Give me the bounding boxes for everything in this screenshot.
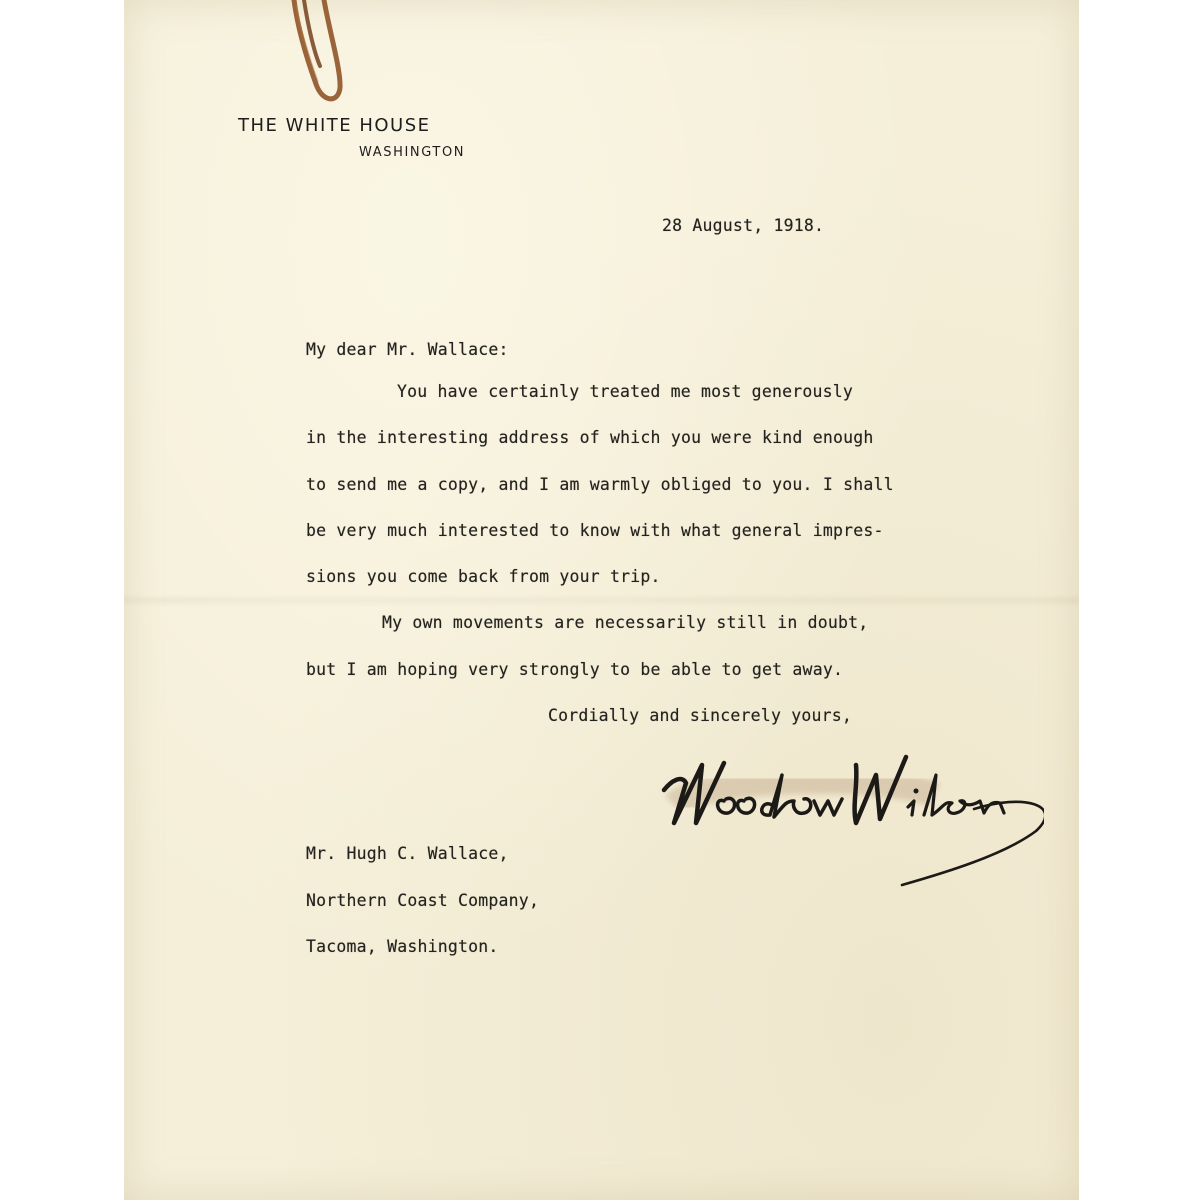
signature [644,735,1044,895]
letter-date: 28 August, 1918. [662,216,825,235]
body-line: to send me a copy, and I am warmly obliged to you. I shall [306,475,894,494]
letterhead-city: WASHINGTON [359,145,466,160]
body-line: be very much interested to know with what general impres- [306,521,884,540]
body-line: but I am hoping very strongly to be able to get away. [306,660,844,679]
closing: Cordially and sincerely yours, [548,706,853,725]
recipient-line: Northern Coast Company, [306,891,540,910]
paperclip-stain [274,0,354,110]
body-line: in the interesting address of which you were kind enough [306,428,874,447]
salutation: My dear Mr. Wallace: [306,340,509,359]
letter-paper [124,0,1079,1200]
letterhead-title: THE WHITE HOUSE [238,115,431,136]
body-line: You have certainly treated me most generously [397,382,854,401]
body-line: sions you come back from your trip. [306,567,661,586]
recipient-line: Mr. Hugh C. Wallace, [306,844,509,863]
body-line: My own movements are necessarily still in doubt, [382,613,869,632]
recipient-line: Tacoma, Washington. [306,937,499,956]
